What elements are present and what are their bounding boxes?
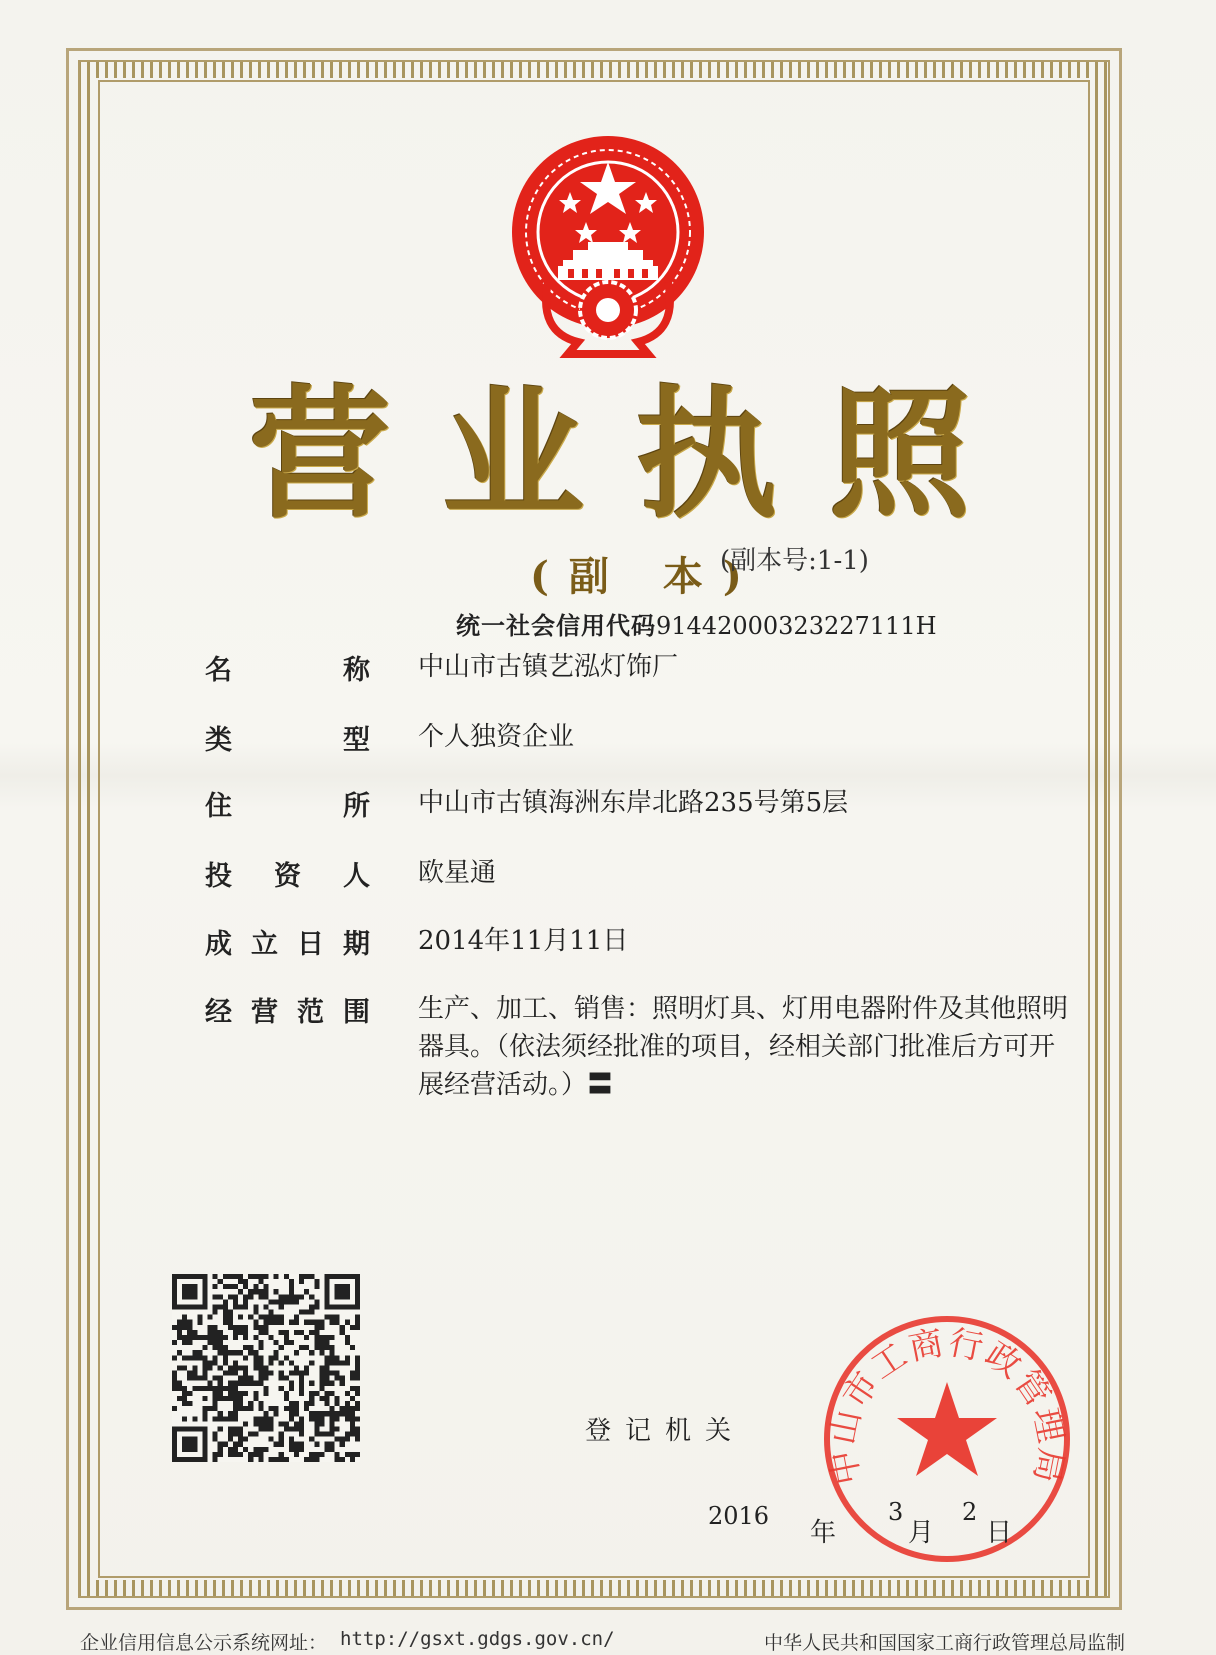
title-char: 照 [828,372,971,538]
label-char: 类 [205,725,232,756]
field-value: 中山市古镇海洲东岸北路235号第5层 [418,788,849,818]
label-char: 经 [205,997,232,1028]
official-seal [820,1312,1074,1566]
footer-url[interactable]: http://gsxt.gdgs.gov.cn/ [340,1628,615,1650]
label-char: 围 [343,997,370,1028]
day-char: 日 [986,1518,1013,1548]
title-char: 执 [635,372,778,538]
field-value: 中山市古镇艺泓灯饰厂 [418,652,679,682]
month-char: 月 [908,1518,935,1548]
label-char: 称 [343,655,370,686]
footer-right: 中华人民共和国国家工商行政管理总局监制 [764,1632,1126,1654]
field-value: 欧星通 [418,858,497,888]
field-label [205,648,370,687]
title-char: 营 [249,372,391,538]
label-char: 名 [205,655,232,686]
copy-subtitle: (副 本) [530,553,762,600]
credit-code-line [456,606,937,641]
qr-code-icon [172,1274,360,1462]
label-char: 范 [297,997,324,1028]
field-label [205,784,370,823]
year-char: 年 [810,1518,837,1548]
field-label [205,854,370,893]
field-label [205,718,370,757]
national-emblem-icon [508,132,708,360]
license-title [240,372,980,538]
field-value: 个人独资企业 [418,722,575,752]
field-value: 2014年11月11日 [418,926,629,956]
label-char: 立 [251,929,278,960]
field-label [205,922,370,961]
label-char: 投 [205,861,232,892]
label-char: 所 [343,791,370,822]
title-char: 业 [442,372,585,538]
seal-text: 中山市工商行政管理局 [822,1322,1072,1488]
label-char: 型 [343,725,370,756]
label-char: 日 [297,929,324,960]
field-label [205,990,370,1029]
issue-day: 2 [962,1498,978,1526]
label-char: 期 [343,929,370,960]
label-char: 住 [205,791,232,822]
credit-code-label: 统一社会信用代码 [456,612,656,640]
label-char: 成 [205,929,232,960]
credit-code-value: 91442000323227111H [656,612,937,640]
label-char: 营 [251,997,278,1028]
field-value: 生产、加工、销售：照明灯具、灯用电器附件及其他照明器具。（依法须经批准的项目，经相关部门批准后方可开展经营活动。）〓 [418,994,1069,1100]
copy-number: (副本号:1-1) [720,546,869,576]
issue-year: 2016 [708,1502,770,1530]
label-char: 人 [343,861,370,892]
label-char: 资 [274,861,301,892]
registration-authority: 登记机关 [585,1416,746,1446]
issue-month: 3 [888,1498,904,1526]
footer-left: 企业信用信息公示系统网址： [80,1632,328,1654]
